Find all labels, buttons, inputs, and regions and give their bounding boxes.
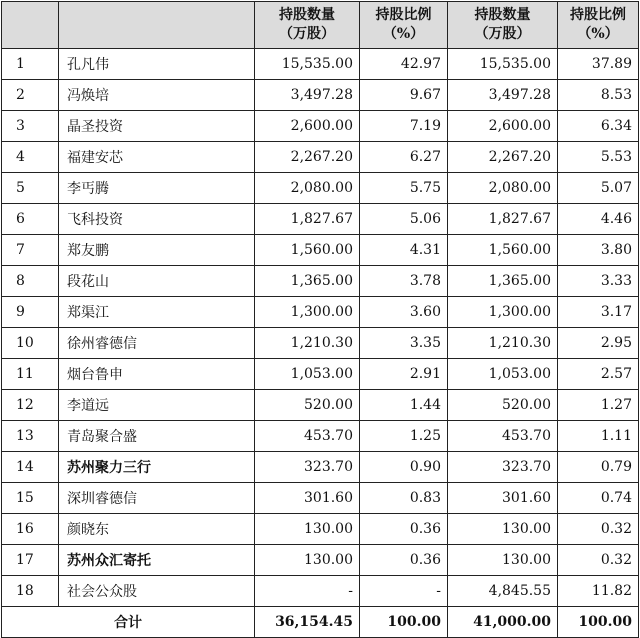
shares-after-cell: 1,210.30 xyxy=(448,328,558,359)
table-row xyxy=(2,359,639,390)
header-ratio-before-line1: 持股比例 xyxy=(375,7,432,23)
row-number: 8 xyxy=(2,266,59,297)
total-shares-before: 36,154.45 xyxy=(255,607,360,638)
ratio-after-cell: 1.11 xyxy=(558,421,639,452)
shareholder-name: 冯焕培 xyxy=(59,80,255,111)
shares-before-cell: - xyxy=(255,576,360,607)
row-number: 2 xyxy=(2,80,59,111)
shares-before-cell: 301.60 xyxy=(255,483,360,514)
ratio-before-cell: 0.83 xyxy=(360,483,448,514)
shares-before-cell: 15,535.00 xyxy=(255,49,360,80)
ratio-after-cell: 5.07 xyxy=(558,173,639,204)
shares-after-cell: 1,300.00 xyxy=(448,297,558,328)
ratio-before-cell: 3.60 xyxy=(360,297,448,328)
header-row xyxy=(2,2,639,49)
ratio-after-cell: 3.17 xyxy=(558,297,639,328)
total-ratio-before: 100.00 xyxy=(360,607,448,638)
shares-after-cell: 1,560.00 xyxy=(448,235,558,266)
ratio-before-cell: 1.25 xyxy=(360,421,448,452)
shareholder-name: 晶圣投资 xyxy=(59,111,255,142)
row-number: 14 xyxy=(2,452,59,483)
ratio-after-cell: 6.34 xyxy=(558,111,639,142)
ratio-after-cell: 3.80 xyxy=(558,235,639,266)
header-blank-no xyxy=(2,2,59,49)
row-number: 4 xyxy=(2,142,59,173)
header-ratio-after-line1: 持股比例 xyxy=(570,7,626,23)
shares-after-cell: 2,080.00 xyxy=(448,173,558,204)
row-number: 9 xyxy=(2,297,59,328)
header-blank-name xyxy=(59,2,255,49)
ratio-before-cell: - xyxy=(360,576,448,607)
shares-before-cell: 323.70 xyxy=(255,452,360,483)
shareholder-name: 深圳睿德信 xyxy=(59,483,255,514)
shares-before-cell: 1,365.00 xyxy=(255,266,360,297)
shareholder-name: 飞科投资 xyxy=(59,204,255,235)
ratio-after-cell: 2.57 xyxy=(558,359,639,390)
ratio-after-cell: 1.27 xyxy=(558,390,639,421)
shareholder-name: 李丐腾 xyxy=(59,173,255,204)
ratio-before-cell: 7.19 xyxy=(360,111,448,142)
table-row xyxy=(2,142,639,173)
shares-before-cell: 3,497.28 xyxy=(255,80,360,111)
shares-before-cell: 1,210.30 xyxy=(255,328,360,359)
header-shares-after xyxy=(448,2,558,49)
ratio-after-cell: 5.53 xyxy=(558,142,639,173)
ratio-after-cell: 8.53 xyxy=(558,80,639,111)
shares-before-cell: 2,600.00 xyxy=(255,111,360,142)
ratio-before-cell: 0.36 xyxy=(360,545,448,576)
ratio-after-cell: 4.46 xyxy=(558,204,639,235)
shares-after-cell: 453.70 xyxy=(448,421,558,452)
shares-before-cell: 2,267.20 xyxy=(255,142,360,173)
shareholder-name: 郑友鹏 xyxy=(59,235,255,266)
shareholder-name: 郑渠江 xyxy=(59,297,255,328)
table-row xyxy=(2,452,639,483)
row-number: 18 xyxy=(2,576,59,607)
header-shares-after-line1: 持股数量 xyxy=(474,7,531,23)
row-number: 12 xyxy=(2,390,59,421)
shares-after-cell: 130.00 xyxy=(448,545,558,576)
header-ratio-after xyxy=(558,2,639,49)
shareholder-name: 社会公众股 xyxy=(59,576,255,607)
ratio-before-cell: 1.44 xyxy=(360,390,448,421)
ratio-after-cell: 0.32 xyxy=(558,514,639,545)
ratio-after-cell: 0.79 xyxy=(558,452,639,483)
row-number: 17 xyxy=(2,545,59,576)
row-number: 15 xyxy=(2,483,59,514)
total-ratio-after: 100.00 xyxy=(558,607,639,638)
row-number: 10 xyxy=(2,328,59,359)
ratio-after-cell: 3.33 xyxy=(558,266,639,297)
shareholder-name: 孔凡伟 xyxy=(59,49,255,80)
table-row xyxy=(2,111,639,142)
ratio-after-cell: 2.95 xyxy=(558,328,639,359)
table-row xyxy=(2,173,639,204)
shares-before-cell: 453.70 xyxy=(255,421,360,452)
shares-after-cell: 15,535.00 xyxy=(448,49,558,80)
ratio-before-cell: 5.75 xyxy=(360,173,448,204)
shares-after-cell: 323.70 xyxy=(448,452,558,483)
ratio-before-cell: 6.27 xyxy=(360,142,448,173)
shareholder-name: 苏州众汇寄托 xyxy=(59,545,255,576)
header-shares-before-line1: 持股数量 xyxy=(279,7,335,23)
shares-after-cell: 3,497.28 xyxy=(448,80,558,111)
header-shares-before-line2: （万股） xyxy=(279,26,335,42)
row-number: 6 xyxy=(2,204,59,235)
row-number: 13 xyxy=(2,421,59,452)
ratio-before-cell: 3.78 xyxy=(360,266,448,297)
header-ratio-before xyxy=(360,2,448,49)
shareholder-name: 福建安芯 xyxy=(59,142,255,173)
header-ratio-after-line2: （%） xyxy=(577,26,619,42)
ratio-before-cell: 2.91 xyxy=(360,359,448,390)
ratio-before-cell: 0.90 xyxy=(360,452,448,483)
total-shares-after: 41,000.00 xyxy=(448,607,558,638)
shares-before-cell: 2,080.00 xyxy=(255,173,360,204)
shareholder-name: 徐州睿德信 xyxy=(59,328,255,359)
shareholder-name: 苏州聚力三行 xyxy=(59,452,255,483)
table-row xyxy=(2,421,639,452)
ratio-before-cell: 3.35 xyxy=(360,328,448,359)
shareholder-name: 颜晓东 xyxy=(59,514,255,545)
ratio-before-cell: 4.31 xyxy=(360,235,448,266)
ratio-after-cell: 0.74 xyxy=(558,483,639,514)
shares-before-cell: 1,300.00 xyxy=(255,297,360,328)
ratio-before-cell: 5.06 xyxy=(360,204,448,235)
ratio-after-cell: 0.32 xyxy=(558,545,639,576)
shares-after-cell: 2,600.00 xyxy=(448,111,558,142)
table-row xyxy=(2,514,639,545)
shares-after-cell: 520.00 xyxy=(448,390,558,421)
shares-before-cell: 130.00 xyxy=(255,545,360,576)
table-row xyxy=(2,390,639,421)
total-label: 合计 xyxy=(2,607,255,638)
shares-before-cell: 1,053.00 xyxy=(255,359,360,390)
shares-after-cell: 1,053.00 xyxy=(448,359,558,390)
row-number: 5 xyxy=(2,173,59,204)
table-row xyxy=(2,49,639,80)
row-number: 16 xyxy=(2,514,59,545)
table-row xyxy=(2,483,639,514)
shares-before-cell: 1,827.67 xyxy=(255,204,360,235)
header-ratio-before-line2: （%） xyxy=(382,26,425,42)
table-row xyxy=(2,204,639,235)
shareholding-table xyxy=(1,1,639,638)
shares-after-cell: 2,267.20 xyxy=(448,142,558,173)
table-row xyxy=(2,80,639,111)
row-number: 11 xyxy=(2,359,59,390)
header-shares-before xyxy=(255,2,360,49)
shares-after-cell: 4,845.55 xyxy=(448,576,558,607)
ratio-after-cell: 11.82 xyxy=(558,576,639,607)
table-row xyxy=(2,328,639,359)
table-row xyxy=(2,576,639,607)
table-row xyxy=(2,297,639,328)
table-row xyxy=(2,235,639,266)
shares-after-cell: 130.00 xyxy=(448,514,558,545)
ratio-before-cell: 42.97 xyxy=(360,49,448,80)
row-number: 7 xyxy=(2,235,59,266)
shareholder-name: 烟台鲁申 xyxy=(59,359,255,390)
ratio-after-cell: 37.89 xyxy=(558,49,639,80)
total-row xyxy=(2,607,639,638)
shareholder-name: 段花山 xyxy=(59,266,255,297)
shares-after-cell: 1,827.67 xyxy=(448,204,558,235)
header-shares-after-line2: （万股） xyxy=(474,26,531,42)
ratio-before-cell: 9.67 xyxy=(360,80,448,111)
table-body xyxy=(2,49,639,607)
shareholder-name: 李道远 xyxy=(59,390,255,421)
shares-after-cell: 1,365.00 xyxy=(448,266,558,297)
shares-before-cell: 520.00 xyxy=(255,390,360,421)
shares-before-cell: 130.00 xyxy=(255,514,360,545)
table-row xyxy=(2,545,639,576)
shares-after-cell: 301.60 xyxy=(448,483,558,514)
ratio-before-cell: 0.36 xyxy=(360,514,448,545)
shares-before-cell: 1,560.00 xyxy=(255,235,360,266)
row-number: 3 xyxy=(2,111,59,142)
shareholder-name: 青岛聚合盛 xyxy=(59,421,255,452)
row-number: 1 xyxy=(2,49,59,80)
table-row xyxy=(2,266,639,297)
